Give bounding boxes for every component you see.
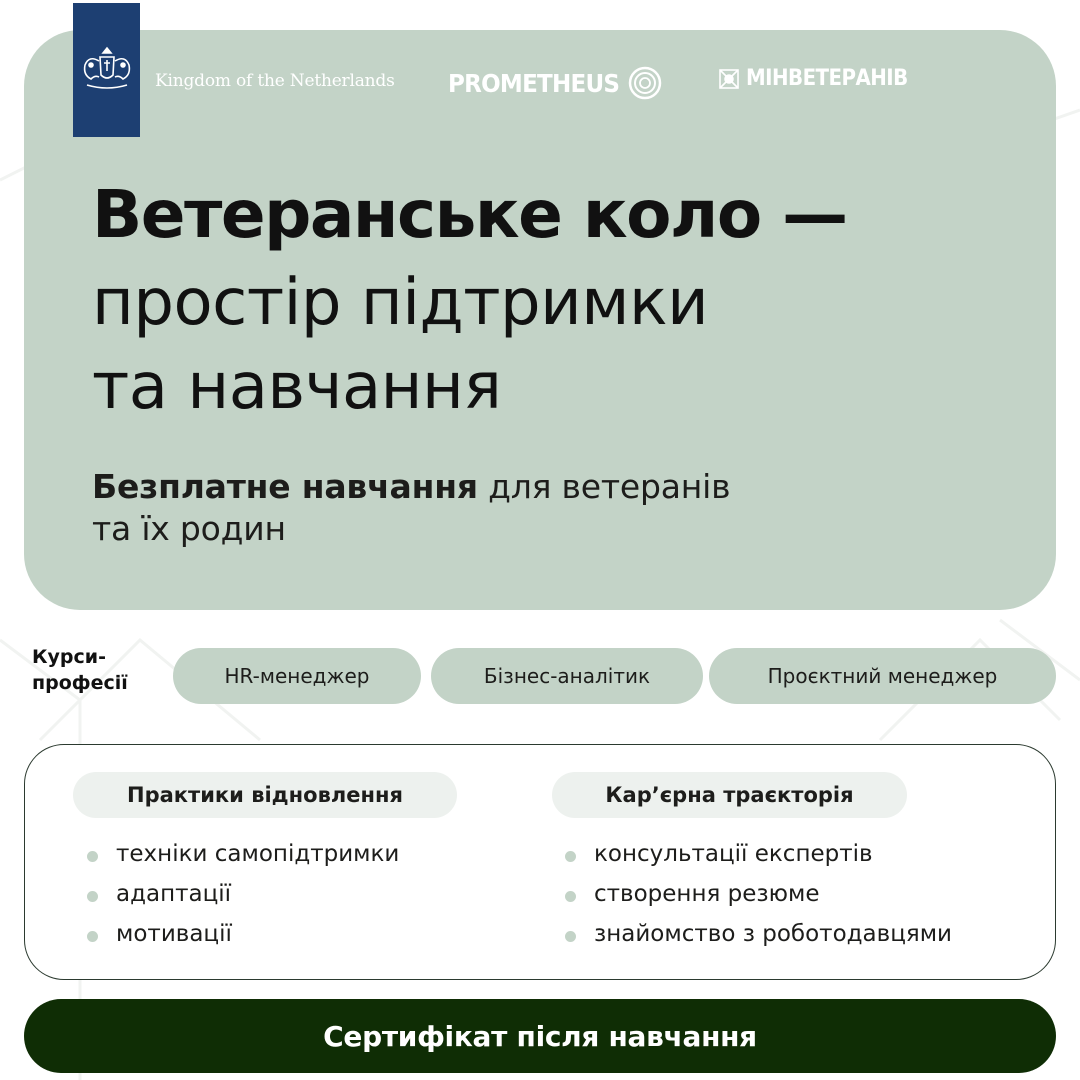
- royal-coat-of-arms-icon: [77, 45, 137, 95]
- career-path-tag: Кар’єрна траєкторія: [552, 772, 907, 818]
- course-pill-hr-manager[interactable]: HR-менеджер: [173, 648, 421, 704]
- list-item-text: адаптації: [116, 881, 232, 907]
- certificate-banner: Сертифікат після навчання: [24, 999, 1056, 1073]
- career-path-list: [558, 838, 952, 958]
- list-item: [558, 918, 952, 958]
- subheadline-line-2: та їх родин: [92, 509, 286, 548]
- subheadline-bold: Безплатне навчання: [92, 467, 478, 506]
- list-item: [558, 878, 952, 918]
- bullet-dot-icon: [87, 931, 98, 942]
- recovery-practices-list: [80, 838, 399, 958]
- list-item: [558, 838, 952, 878]
- recovery-practices-tag: Практики відновлення: [73, 772, 457, 818]
- subheadline-rest: для ветеранів: [477, 467, 731, 506]
- concentric-rings-icon: [628, 66, 662, 100]
- list-item-text: мотивації: [116, 921, 232, 947]
- prometheus-logo-text: PROMETHEUS: [448, 68, 620, 98]
- prometheus-logo: [448, 66, 662, 100]
- list-item-text: знайомство з роботодавцями: [594, 921, 952, 947]
- ornament-emblem-icon: [718, 68, 740, 90]
- headline-line-2: простір підтримки: [92, 266, 709, 340]
- course-pill-project-manager[interactable]: Проєктний менеджер: [709, 648, 1056, 704]
- courses-label-line-1: Курси-: [32, 646, 106, 668]
- bullet-dot-icon: [565, 891, 576, 902]
- subheadline: [92, 466, 912, 550]
- list-item-text: техніки самопідтримки: [116, 841, 400, 867]
- list-item: [80, 838, 399, 878]
- courses-label-line-2: професії: [32, 672, 128, 694]
- minveteraniv-logo: [718, 66, 926, 91]
- list-item-text: консультації експертів: [594, 841, 873, 867]
- netherlands-logo: [73, 3, 140, 137]
- bullet-dot-icon: [87, 891, 98, 902]
- course-pill-business-analyst[interactable]: Бізнес-аналітик: [431, 648, 703, 704]
- bullet-dot-icon: [87, 851, 98, 862]
- list-item: [80, 918, 399, 958]
- minveteraniv-logo-text: МІНВЕТЕРАНІВ: [746, 66, 908, 91]
- list-item: [80, 878, 399, 918]
- headline-line-3: та навчання: [92, 350, 502, 424]
- bullet-dot-icon: [565, 931, 576, 942]
- courses-label: [32, 644, 128, 696]
- list-item-text: створення резюме: [594, 881, 820, 907]
- bullet-dot-icon: [565, 851, 576, 862]
- netherlands-logo-text: Kingdom of the Netherlands: [155, 71, 395, 91]
- headline-line-1: Ветеранське коло —: [92, 176, 847, 253]
